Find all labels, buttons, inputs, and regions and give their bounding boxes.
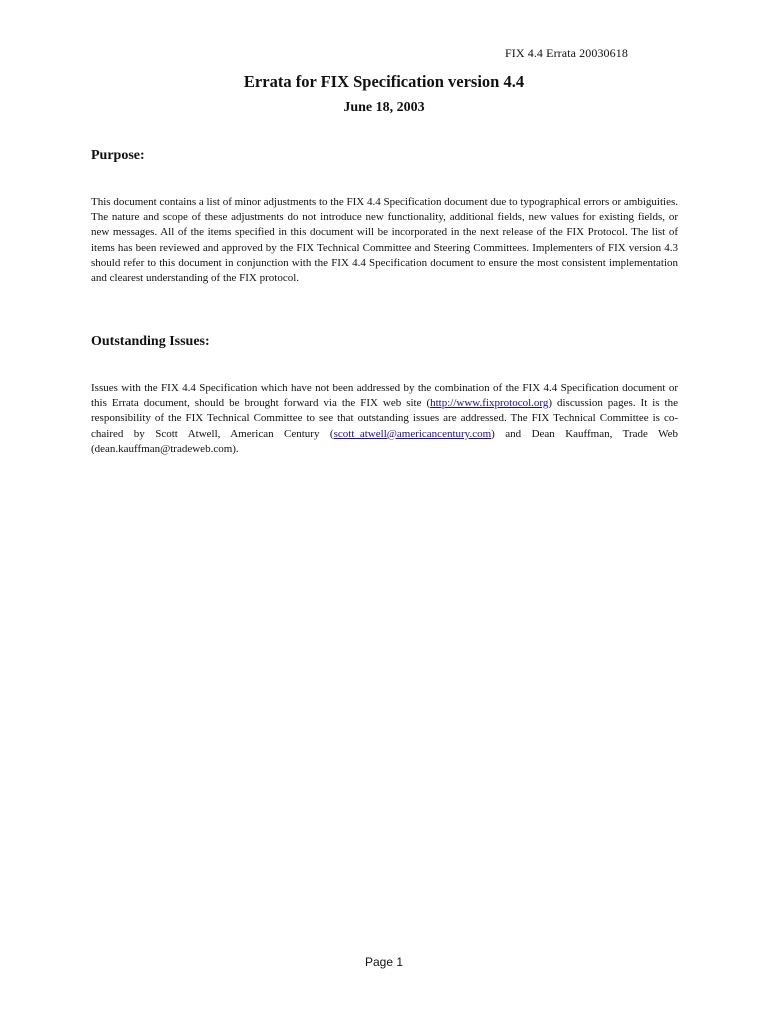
issues-text-part-2: ) discussion pages. It is the responsibility of the FIX Technical Committee to see that outstanding issues are addressed. The FIX Technical Committee is co-chaired by Scott Atwell, American Century ( xyxy=(91,397,678,440)
purpose-paragraph: This document contains a list of minor adjustments to the FIX 4.4 Specification document due to typographical errors or ambiguities. The nature and scope of these adjustments do not introduce new functionality, additional fields, new values for existing fields, or new messages. All of the items specified in this document will be incorporated in the next release of the FIX Protocol. The list of items has been reviewed and approved by the FIX Technical Committee and Steering Committees. Implementers of FIX version 4.3 should refer to this document in conjunction with the FIX 4.4 Specification document to ensure the most consistent implementation and clearest understanding of the FIX protocol. xyxy=(91,196,678,285)
outstanding-issues-paragraph xyxy=(91,381,678,457)
issues-text-part-1: Issues with the FIX 4.4 Specification which have not been addressed by the combination of the FIX 4.4 Specification document or this Errata document, should be brought forward via the FIX web site ( xyxy=(91,382,678,410)
document-date: June 18, 2003 xyxy=(343,100,425,115)
outstanding-issues-heading: Outstanding Issues: xyxy=(91,334,210,349)
running-header: FIX 4.4 Errata 20030618 xyxy=(505,46,628,60)
cochair-email-link[interactable]: scott_atwell@americancentury.com xyxy=(333,427,492,440)
page-number: Page 1 xyxy=(364,955,404,969)
fixprotocol-website-link[interactable]: http://www.fixprotocol.org xyxy=(430,397,549,410)
purpose-heading: Purpose: xyxy=(91,148,145,163)
issues-text-part-3: ) and Dean Kauffman, Trade Web (dean.kauffman@tradeweb.com). xyxy=(91,427,678,455)
document-title: Errata for FIX Specification version 4.4 xyxy=(243,72,525,91)
